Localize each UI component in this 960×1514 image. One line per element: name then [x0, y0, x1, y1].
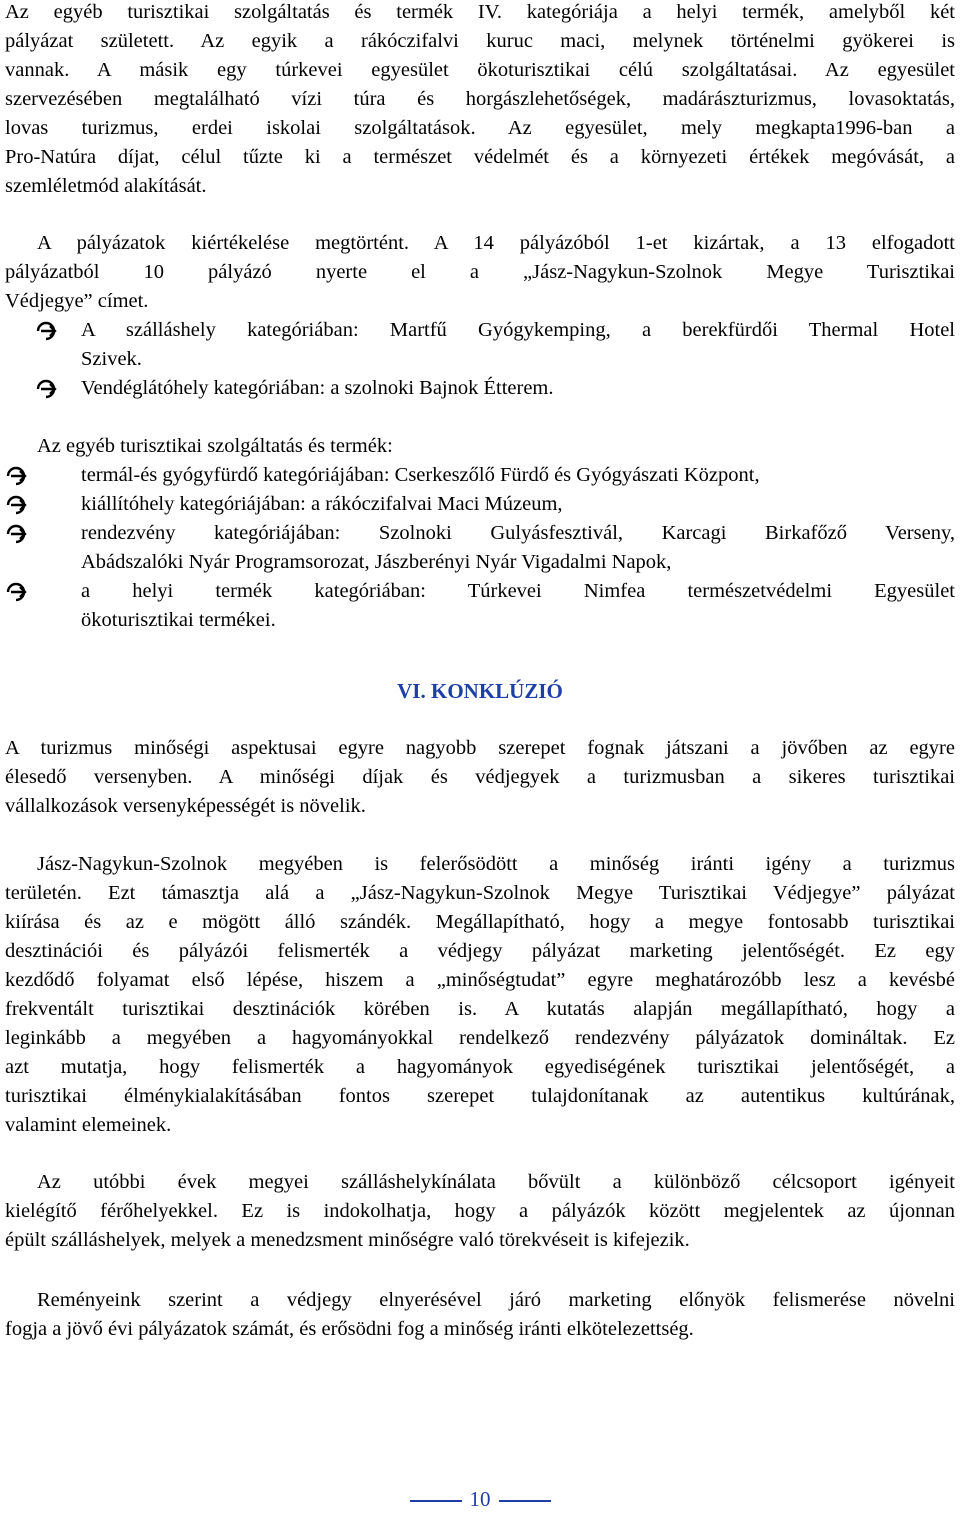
- text-line: pályázatból 10 pályázó nyerte el a „Jász-Nagykun-Szolnok Megye Turisztikai: [5, 261, 955, 283]
- text-line: Pro-Natúra díjat, célul tűzte ki a természet védelmét és a környezeti értékek megóvását, a: [5, 146, 955, 168]
- text-line: élesedő versenyben. A minőségi díjak és védjegyek a turizmusban a sikeres turisztikai: [5, 766, 955, 788]
- text-line: A turizmus minőségi aspektusai egyre nagyobb szerepet fognak játszani a jövőben az egyre: [5, 737, 955, 759]
- list-item-continuation: ökoturisztikai termékei.: [81, 609, 276, 631]
- text-line: kielégítő férőhelyekkel. Ez is indokolhatja, hogy a pályázók között megjelentek az újonnan: [5, 1200, 955, 1222]
- list-item-text: kiállítóhely kategóriájában: a rákóczifalvai Maci Múzeum,: [81, 493, 563, 515]
- text-line: szervezésében megtalálható vízi túra és horgászlehetőségek, madárászturizmus, lovasoktatás,: [5, 88, 955, 110]
- text-line: fogja a jövő évi pályázatok számát, és erősödni fog a minőség iránti elkötelezettség.: [5, 1318, 694, 1340]
- list-item-text: A szálláshely kategóriában: Martfű Gyógykemping, a berekfürdői Thermal Hotel: [81, 319, 955, 341]
- list-item-text: Vendéglátóhely kategóriában: a szolnoki Bajnok Étterem.: [81, 377, 554, 399]
- text-line: leginkább a megyében a hagyományokkal rendelkező rendezvény pályázatok domináltak. Ez: [5, 1027, 955, 1049]
- footer-rule-left: [410, 1500, 462, 1502]
- text-line: szemléletmód alakítását.: [5, 175, 207, 197]
- text-line: vállalkozások versenyképességét is növelik.: [5, 795, 366, 817]
- arrow-bullet-icon: [5, 519, 27, 548]
- list-item: [5, 519, 955, 548]
- list-item: [5, 374, 955, 403]
- text-line: azt mutatja, hogy felismerték a hagyományok egyediségének turisztikai jelentőségét, a: [5, 1056, 955, 1078]
- text-line: területén. Ezt támasztja alá a „Jász-Nagykun-Szolnok Megye Turisztikai Védjegye” pályázat: [5, 882, 955, 904]
- text-line: desztinációi és pályázói felismerték a védjegy pályázat marketing jelentőségét. Ez egy: [5, 940, 955, 962]
- text-line: épült szálláshelyek, melyek a menedzsment minőségre való törekvéseit is kifejezik.: [5, 1229, 690, 1251]
- arrow-bullet-icon: [5, 490, 27, 519]
- paragraph-other-services: Az egyéb turisztikai szolgáltatás és termék:: [37, 435, 393, 457]
- list-item-continuation: Abádszalóki Nyár Programsorozat, Jászberényi Nyár Vigadalmi Napok,: [81, 551, 672, 573]
- text-line: Az utóbbi évek megyei szálláshelykínálata bővült a különböző célcsoport igényeit: [37, 1171, 955, 1193]
- text-line: Védjegye” címet.: [5, 290, 149, 312]
- text-line: kiírása és az e mögött álló szándék. Megállapítható, hogy a megye fontosabb turisztikai: [5, 911, 955, 933]
- text-line: vannak. A másik egy túrkevei egyesület ökoturisztikai célú szolgáltatásai. Az egyesület: [5, 59, 955, 81]
- text-line: turisztikai élménykialakításában fontos szerepet tulajdonítanak az autentikus kultúrának,: [5, 1085, 955, 1107]
- page-number: 10: [469, 1487, 491, 1511]
- text-line: A pályázatok kiértékelése megtörtént. A 14 pályázóból 1-et kizártak, a 13 elfogadott: [37, 232, 955, 254]
- footer-rule-right: [499, 1500, 551, 1502]
- text-line: Az egyéb turisztikai szolgáltatás és termék IV. kategóriája a helyi termék, amelyből két: [5, 1, 955, 23]
- arrow-bullet-icon: [35, 374, 57, 403]
- list-item-text: termál-és gyógyfürdő kategóriájában: Cserkeszőlő Fürdő és Gyógyászati Központ,: [81, 464, 760, 486]
- text-line: valamint elemeinek.: [5, 1114, 172, 1136]
- page-footer: [5, 1485, 955, 1514]
- arrow-bullet-icon: [35, 316, 57, 345]
- text-line: lovas turizmus, erdei iskolai szolgáltatások. Az egyesület, mely megkapta1996-ban a: [5, 117, 955, 139]
- list-item-continuation: Szivek.: [81, 348, 142, 370]
- section-heading: VI. KONKLÚZIÓ: [397, 679, 563, 703]
- arrow-bullet-icon: [5, 461, 27, 490]
- text-line: pályázat született. Az egyik a rákóczifalvi kuruc maci, melynek történelmi gyökerei is: [5, 30, 955, 52]
- text-line: frekventált turisztikai desztinációk körében is. A kutatás alapján megállapítható, hogy a: [5, 998, 955, 1020]
- text-line: Jász-Nagykun-Szolnok megyében is felerősödött a minőség iránti igény a turizmus: [37, 853, 955, 875]
- list-item: [5, 577, 955, 606]
- text-line: Reményeink szerint a védjegy elnyerésével járó marketing előnyök felismerése növelni: [37, 1289, 955, 1311]
- text-line: kezdődő folyamat első lépése, hiszem a „minőségtudat” egyre meghatározóbb lesz a kevésbé: [5, 969, 955, 991]
- list-item: [5, 490, 955, 519]
- list-item-text: rendezvény kategóriájában: Szolnoki Gulyásfesztivál, Karcagi Birkafőző Verseny,: [81, 522, 955, 544]
- list-item-text: a helyi termék kategóriában: Túrkevei Nimfea természetvédelmi Egyesület: [81, 580, 955, 602]
- arrow-bullet-icon: [5, 577, 27, 606]
- list-item: [5, 316, 955, 345]
- list-item: [5, 461, 955, 490]
